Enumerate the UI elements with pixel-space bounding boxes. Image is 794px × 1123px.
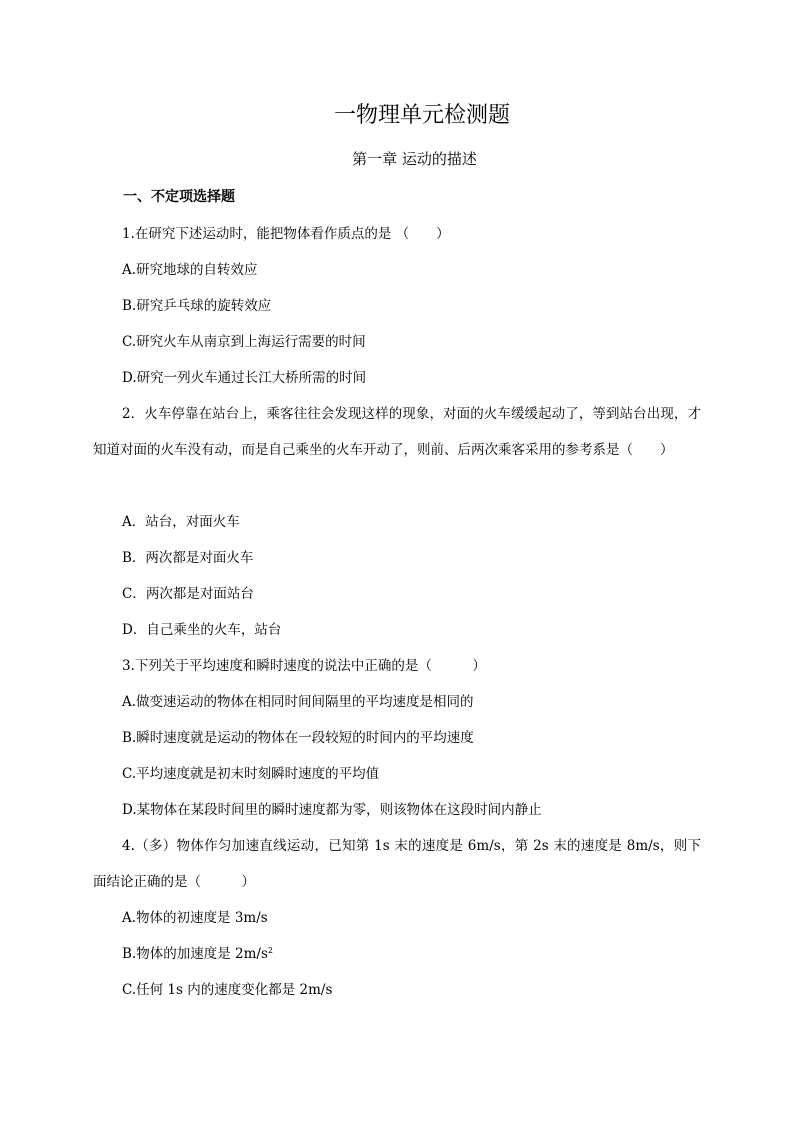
question-1-stem: 1.在研究下述运动时，能把物体看作质点的是 （ ）: [122, 226, 450, 242]
question-4-option-a: A.物体的初速度是 3m/s: [122, 910, 268, 926]
question-3-option-a: A.做变速运动的物体在相同时间间隔里的平均速度是相同的: [122, 694, 474, 710]
question-1-option-b: B.研究乒乓球的旋转效应: [122, 298, 272, 314]
superscript-exponent: 2: [267, 946, 273, 955]
question-2-option-a: A．站台，对面火车: [122, 514, 240, 530]
question-2-option-b: B．两次都是对面火车: [122, 550, 254, 566]
question-1-option-d: D.研究一列火车通过长江大桥所需的时间: [122, 370, 367, 386]
question-4-option-b: [122, 944, 273, 964]
question-4-option-c: C.任何 1s 内的速度变化都是 2m/s: [122, 982, 333, 998]
question-3-option-c: C.平均速度就是初末时刻瞬时速度的平均值: [122, 766, 380, 782]
section-heading: 一、不定项选择题: [123, 189, 235, 205]
page-title: 一物理单元检测题: [333, 103, 510, 128]
question-1-option-c: C.研究火车从南京到上海运行需要的时间: [122, 334, 366, 350]
question-3-option-b: B.瞬时速度就是运动的物体在一段较短的时间内的平均速度: [122, 730, 474, 746]
question-4-stem: 4.（多）物体作匀加速直线运动，已知第 1s 末的速度是 6m/s，第 2s 末的速度是 8m/s，则下面结论正确的是（ ）: [93, 838, 701, 890]
question-4-option-b-text: B.物体的加速度是 2m/s: [122, 946, 268, 962]
question-3-stem: 3.下列关于平均速度和瞬时速度的说法中正确的是（ ）: [122, 658, 486, 674]
question-2-option-d: D．自己乘坐的火车，站台: [122, 622, 282, 638]
chapter-subtitle: 第一章 运动的描述: [352, 150, 477, 168]
question-1-option-a: A.研究地球的自转效应: [122, 262, 258, 278]
question-3-option-d: D.某物体在某段时间里的瞬时速度都为零，则该物体在这段时间内静止: [122, 802, 542, 818]
question-2-option-c: C．两次都是对面站台: [122, 586, 254, 602]
question-2-stem: 2．火车停靠在站台上，乘客往往会发现这样的现象，对面的火车缓缓起动了，等到站台出现，才知道对面的火车没有动，而是自己乘坐的火车开动了，则前、后两次乘客采用的参考系是（ ）: [93, 406, 701, 458]
